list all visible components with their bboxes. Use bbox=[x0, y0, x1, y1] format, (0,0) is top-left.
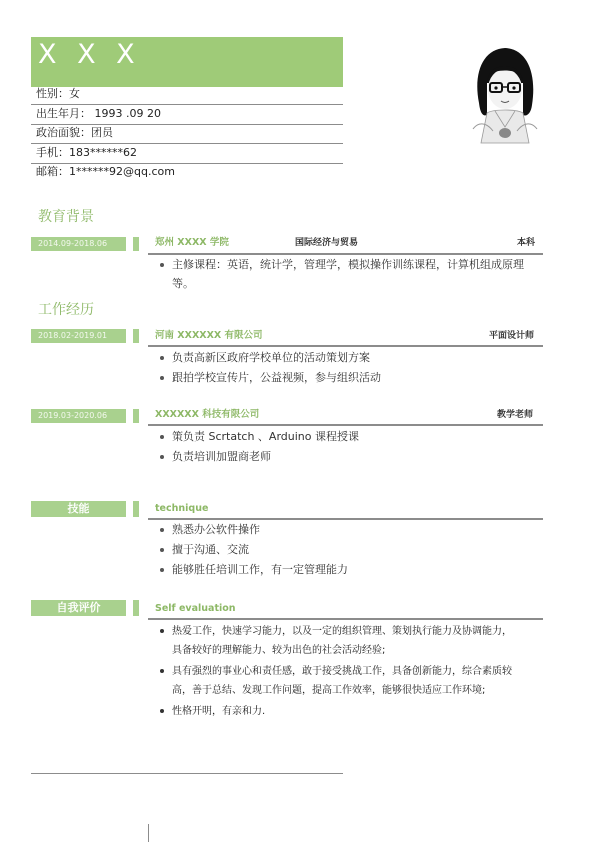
avatar bbox=[465, 43, 545, 151]
entry-org: 郑州 XXXX 学院 bbox=[155, 237, 229, 248]
section-title-work: 工作经历 bbox=[38, 302, 94, 318]
list-item: 策负责 Scrtatch 、Arduino 课程授课 bbox=[160, 430, 359, 444]
entry-rule bbox=[148, 345, 543, 347]
skills-label: 技能 bbox=[67, 502, 90, 515]
list-item-continuation: 具备较好的理解能力、较为出色的社会活动经验; bbox=[172, 645, 386, 656]
entry-role: 平面设计师 bbox=[489, 331, 535, 341]
list-item: 负责高新区政府学校单位的活动策划方案 bbox=[160, 351, 370, 365]
entry-org: XXXXXX 科技有限公司 bbox=[155, 409, 260, 420]
list-item: 擅于沟通、交流 bbox=[160, 543, 249, 557]
entry-date: 2018.02-2019.01 bbox=[38, 331, 108, 340]
self-eval-label-bar bbox=[31, 600, 126, 616]
date-bar bbox=[31, 329, 126, 343]
info-birth: 出生年月： 1993 .09 20 bbox=[36, 107, 161, 120]
info-divider bbox=[31, 143, 343, 144]
skills-label-bar bbox=[31, 501, 126, 517]
list-item: 能够胜任培训工作，有一定管理能力 bbox=[160, 563, 348, 577]
entry-role: 本科 bbox=[517, 238, 536, 248]
accent-bar bbox=[133, 329, 139, 343]
info-political: 政治面貌：团员 bbox=[36, 126, 113, 139]
entry-major: 国际经济与贸易 bbox=[295, 238, 359, 248]
info-gender: 性别：女 bbox=[36, 87, 80, 100]
skills-heading: technique bbox=[155, 503, 209, 514]
list-item: 负责培训加盟商老师 bbox=[160, 450, 271, 464]
date-bar bbox=[31, 237, 126, 251]
list-item: 具有强烈的事业心和责任感，敢于接受挑战工作，具备创新能力，综合素质较 bbox=[160, 665, 512, 678]
info-divider bbox=[31, 163, 343, 164]
list-item: 主修课程：英语，统计学，管理学，模拟操作训练课程，计算机组成原理 bbox=[160, 258, 524, 272]
accent-bar bbox=[133, 501, 139, 517]
self-eval-heading: Self evaluation bbox=[155, 603, 236, 614]
accent-bar bbox=[133, 409, 139, 423]
accent-bar bbox=[133, 600, 139, 616]
list-item: 跟拍学校宣传片，公益视频，参与组织活动 bbox=[160, 371, 381, 385]
entry-rule bbox=[148, 253, 543, 255]
list-item: 熟悉办公软件操作 bbox=[160, 523, 260, 537]
list-item: 性格开明，有亲和力. bbox=[160, 705, 265, 718]
skills-rule bbox=[148, 518, 543, 520]
accent-bar bbox=[133, 237, 139, 251]
entry-date: 2014.09-2018.06 bbox=[38, 239, 108, 248]
date-bar bbox=[31, 409, 126, 423]
list-item-continuation: 等。 bbox=[172, 277, 194, 290]
entry-rule bbox=[148, 424, 543, 426]
entry-org: 河南 XXXXXX 有限公司 bbox=[155, 330, 263, 341]
self-eval-rule bbox=[148, 618, 543, 620]
self-eval-label: 自我评价 bbox=[56, 601, 101, 614]
info-divider bbox=[31, 124, 343, 125]
list-item: 热爱工作，快速学习能力，以及一定的组织管理、策划执行能力及协调能力， bbox=[160, 625, 512, 638]
info-phone: 手机：183******62 bbox=[36, 146, 137, 159]
info-email: 邮箱：1******92@qq.com bbox=[36, 165, 175, 178]
section-title-education: 教育背景 bbox=[38, 209, 94, 225]
info-divider bbox=[31, 104, 343, 105]
entry-role: 教学老师 bbox=[497, 410, 534, 420]
list-item-continuation: 高，善于总结、发现工作问题，提高工作效率，能够很快适应工作环境; bbox=[172, 685, 486, 696]
footer-tick bbox=[148, 824, 149, 842]
entry-date: 2019.03-2020.06 bbox=[38, 411, 108, 420]
candidate-name: X X X bbox=[38, 39, 141, 70]
footer-divider bbox=[31, 773, 343, 774]
